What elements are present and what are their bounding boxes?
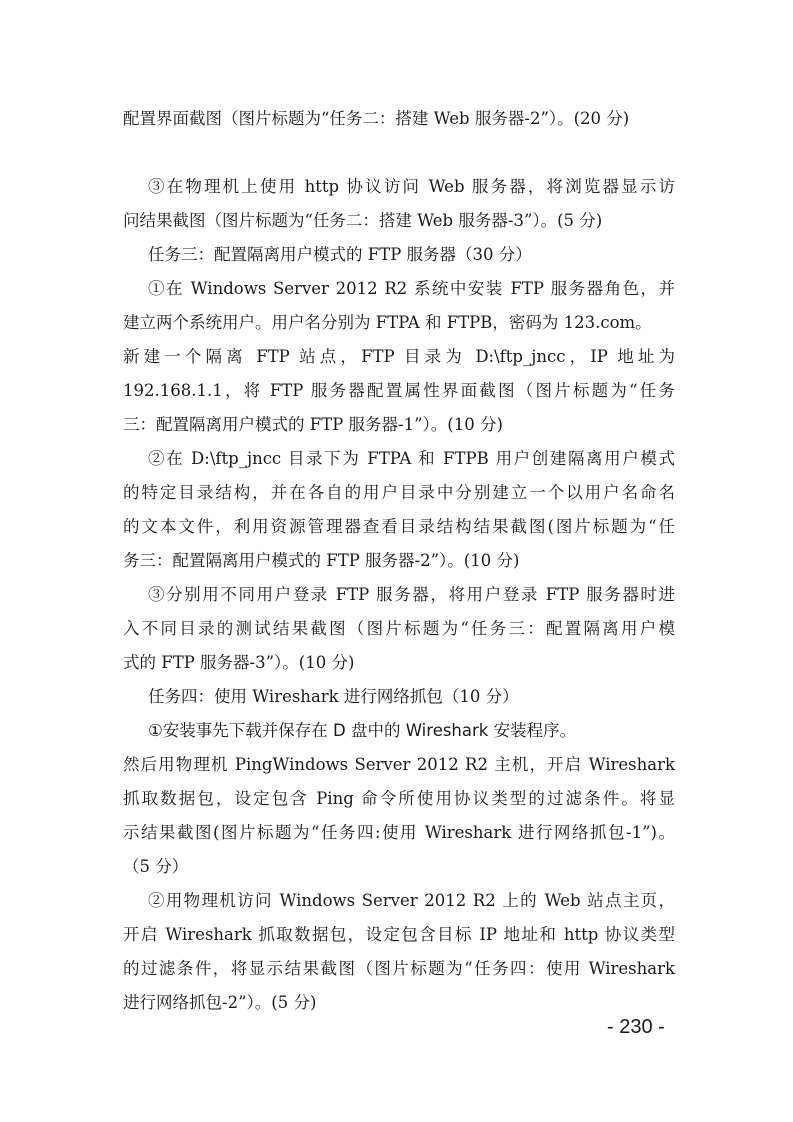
- paragraph-line: ③在物理机上使用 http 协议访问 Web 服务器，将浏览器显示访: [148, 177, 675, 196]
- paragraph-line: 的过滤条件，将显示结果截图（图片标题为“任务四：使用 Wireshark: [123, 959, 675, 978]
- paragraph-line: 的文本文件，利用资源管理器查看目录结构结果截图(图片标题为“任: [123, 517, 675, 536]
- paragraph-line: 然后用物理机 PingWindows Server 2012 R2 主机，开启 Wireshark: [123, 755, 675, 774]
- paragraph-line: （5 分）: [123, 857, 189, 876]
- page-number: - 230 -: [607, 1016, 665, 1038]
- paragraph-line: 的特定目录结构，并在各自的用户目录中分别建立一个以用户名命名: [123, 483, 675, 502]
- paragraph-line: 建立两个系统用户。用户名分别为 FTPA 和 FTPB，密码为 123.com。: [123, 313, 652, 332]
- paragraph-line: 进行网络抓包-2”）。(5 分): [123, 993, 317, 1012]
- paragraph-line: 问结果截图（图片标题为“任务二：搭建 Web 服务器-3”）。(5 分): [123, 211, 603, 230]
- section-heading: 任务三：配置隔离用户模式的 FTP 服务器（30 分）: [148, 245, 532, 264]
- paragraph-line: ①在 Windows Server 2012 R2 系统中安装 FTP 服务器角色，并: [148, 279, 675, 298]
- paragraph-line: ③分别用不同用户登录 FTP 服务器，将用户登录 FTP 服务器时进: [148, 585, 675, 604]
- paragraph-line: 192.168.1.1，将 FTP 服务器配置属性界面截图（图片标题为“任务: [123, 381, 675, 400]
- paragraph-line: 配置界面截图（图片标题为“任务二：搭建 Web 服务器-2”）。(20 分): [123, 109, 630, 128]
- paragraph-line: 式的 FTP 服务器-3”）。(10 分): [123, 653, 355, 672]
- paragraph-line: 开启 Wireshark 抓取数据包，设定包含目标 IP 地址和 http 协议类型: [123, 925, 675, 944]
- paragraph-line: 务三：配置隔离用户模式的 FTP 服务器-2”）。(10 分): [123, 551, 520, 570]
- paragraph-line: ②在 D:\ftp_jncc 目录下为 FTPA 和 FTPB 用户创建隔离用户模式: [148, 449, 675, 468]
- paragraph-line: 示结果截图(图片标题为“任务四:使用 Wireshark 进行网络抓包-1”)。: [123, 823, 675, 842]
- paragraph-line: 入不同目录的测试结果截图（图片标题为“任务三：配置隔离用户模: [123, 619, 675, 638]
- paragraph-line: 抓取数据包，设定包含 Ping 命令所使用协议类型的过滤条件。将显: [123, 789, 675, 808]
- paragraph-line: ①安装事先下载并保存在 D 盘中的 Wireshark 安装程序。: [148, 721, 577, 740]
- paragraph-line: 新建一个隔离 FTP 站点，FTP 目录为 D:\ftp_jncc，IP 地址为: [123, 347, 675, 366]
- paragraph-line: ②用物理机访问 Windows Server 2012 R2 上的 Web 站点主页，: [148, 891, 675, 910]
- section-heading: 任务四：使用 Wireshark 进行网络抓包（10 分）: [148, 687, 519, 706]
- paragraph-line: 三：配置隔离用户模式的 FTP 服务器-1”）。(10 分): [123, 415, 503, 434]
